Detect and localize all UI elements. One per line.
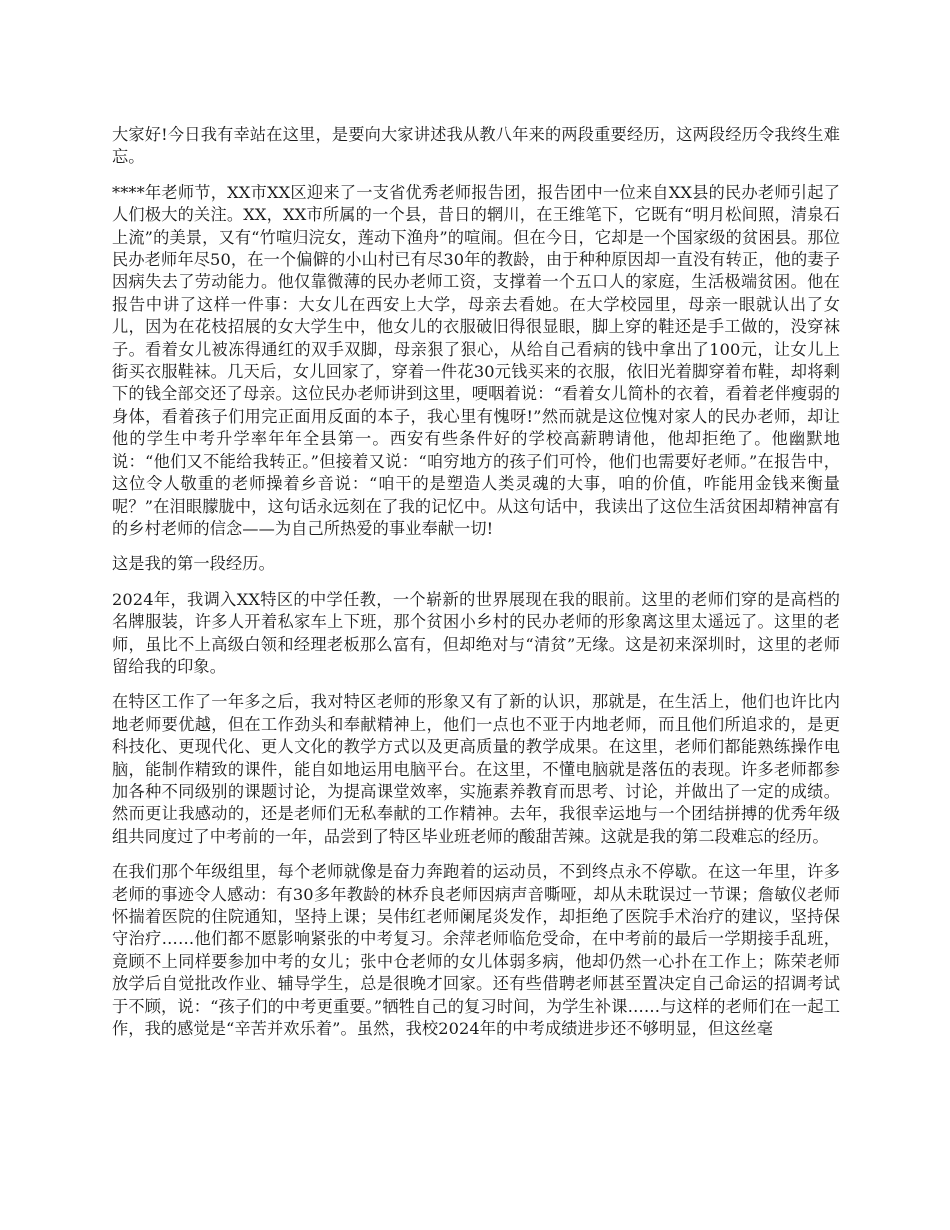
paragraph-special-zone-arrival: 2024年，我调入XX特区的中学任教，一个崭新的世界展现在我的眼前。这里的老师们穿的是高档的名牌服装，许多人开着私家车上下班，那个贫困小乡村的民办老师的形象离这里太遥远了。这里的老师，虽比不上高级白领和经理老板那么富有，但却绝对与“清贫”无缘。这是初来深圳时，这里的老师留给我的印象。 (112, 589, 840, 676)
document-body (112, 124, 840, 1053)
paragraph-rural-teacher-story: ****年老师节，XX市XX区迎来了一支省优秀老师报告团，报告团中一位来自XX县的民办老师引起了人们极大的关注。XX，XX市所属的一个县，昔日的辋川，在王维笔下，它既有“明月松间照，清泉石上流”的美景，又有“竹喧归浣女，莲动下渔舟”的喧闹。但在今日，它却是一个国家级的贫困县。那位民办老师年尽50，在一个偏僻的小山村已有尽30年的教龄，由于种种原因却一直没有转正，他的妻子因病失去了劳动能力。他仅靠微薄的民办老师工资，支撑着一个五口人的家庭，生活极端贫困。他在报告中讲了这样一件事：大女儿在西安上大学，母亲去看她。在大学校园里，母亲一眼就认出了女儿，因为在花枝招展的女大学生中，他女儿的衣服破旧得很显眼，脚上穿的鞋还是手工做的，没穿袜子。看着女儿被冻得通红的双手双脚，母亲狠了狠心，从给自己看病的钱中拿出了100元，让女儿上街买衣服鞋袜。几天后，女儿回家了，穿着一件花30元钱买来的衣服，依旧光着脚穿着布鞋，却将剩下的钱全部交还了母亲。这位民办老师讲到这里，哽咽着说：“看着女儿简朴的衣着，看着老伴瘦弱的身体，看着孩子们用完正面用反面的本子，我心里有愧呀!”然而就是这位愧对家人的民办老师，却让他的学生中考升学率年年全县第一。西安有些条件好的学校高薪聘请他，他却拒绝了。他幽默地说：“他们又不能给我转正。”但接着又说：“咱穷地方的孩子们可怜，他们也需要好老师。”在报告中，这位令人敬重的老师操着乡音说：“咱干的是塑造人类灵魂的大事，咱的价值，咋能用金钱来衡量呢？”在泪眼朦胧中，这句话永远刻在了我的记忆中。从这句话中，我读出了这位生活贫困却精神富有的乡村老师的信念——为自己所热爱的事业奉献一切! (112, 182, 840, 538)
paragraph-special-zone-teachers: 在特区工作了一年多之后，我对特区老师的形象又有了新的认识，那就是，在生活上，他们也许比内地老师要优越，但在工作劲头和奉献精神上，他们一点也不亚于内地老师，而且他们所追求的，是更科技化、更现代化、更人文化的教学方式以及更高质量的教学成果。在这里，老师们都能熟练操作电脑，能制作精致的课件，能自如地运用电脑平台。在这里，不懂电脑就是落伍的表现。许多老师都参加各种不同级别的课题讨论，为提高课堂效率，实施素养教育而思考、讨论，并做出了一定的成绩。然而更让我感动的，还是老师们无私奉献的工作精神。去年，我很幸运地与一个团结拼搏的优秀年级组共同度过了中考前的一年，品尝到了特区毕业班老师的酸甜苦辣。这就是我的第二段难忘的经历。 (112, 692, 840, 846)
paragraph-grade-group: 在我们那个年级组里，每个老师就像是奋力奔跑着的运动员，不到终点永不停歇。在这一年里，许多老师的事迹令人感动：有30多年教龄的林乔良老师因病声音嘶哑，却从未耽误过一节课；詹敏仪老师怀揣着医院的住院通知，坚持上课；吴伟红老师阑尾炎发作，却拒绝了医院手术治疗的建议，坚持保守治疗……他们都不愿影响紧张的中考复习。余萍老师临危受命，在中考前的最后一学期接手乱班，竟顾不上同样要参加中考的女儿；张中仓老师的女儿体弱多病，他却仍然一心扑在工作上；陈荣老师放学后自觉批改作业、辅导学生，总是很晚才回家。还有些借聘老师甚至置决定自己命运的招调考试于不顾，说：“孩子们的中考更重要。”牺牲自己的复习时间，为学生补课……与这样的老师们在一起工作，我的感觉是“辛苦并欢乐着”。虽然，我校2024年的中考成绩进步还不够明显，但这丝毫 (112, 862, 840, 1039)
paragraph-first-experience: 这是我的第一段经历。 (112, 554, 275, 574)
paragraph-intro: 大家好!今日我有幸站在这里，是要向大家讲述我从教八年来的两段重要经历，这两段经历令我终生难忘。 (112, 125, 840, 167)
